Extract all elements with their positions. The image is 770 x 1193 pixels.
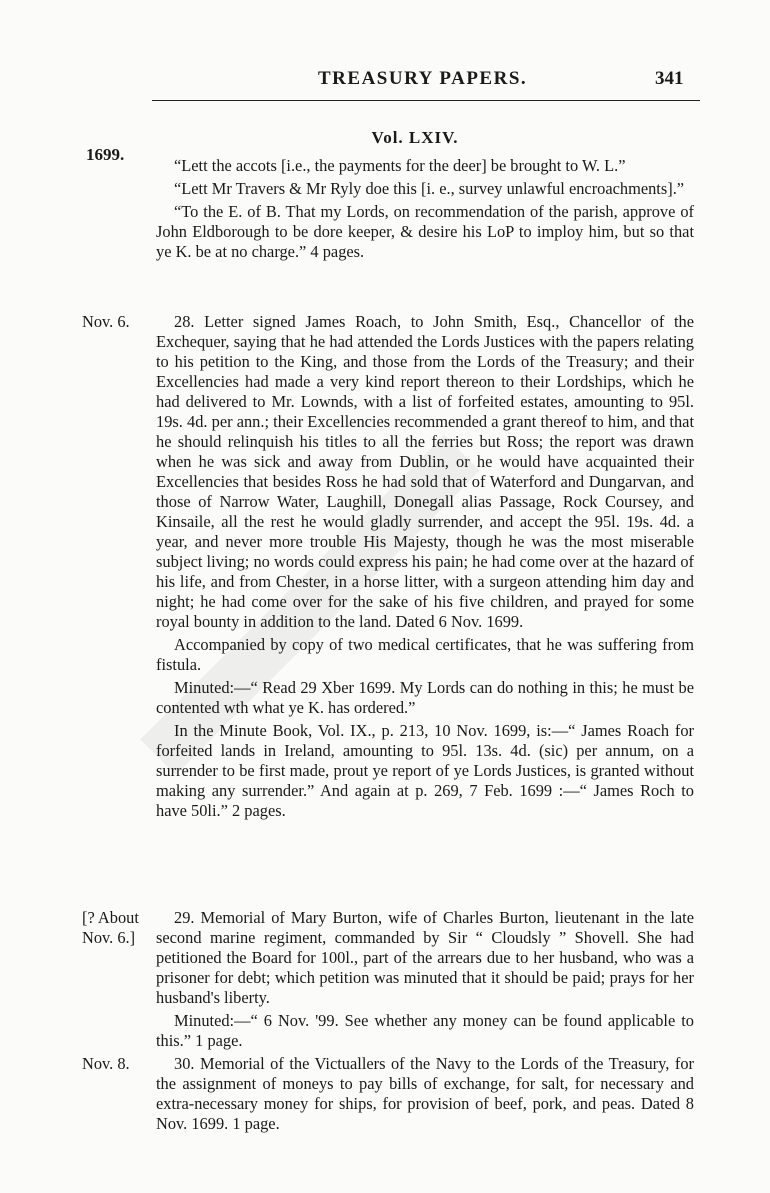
entry-date: Nov. 6. (82, 312, 130, 331)
intro-paragraph: “Lett the accots [i.e., the payments for the deer] be brought to W. L.” (174, 156, 626, 175)
volume-heading: Vol. LXIV. (371, 128, 459, 147)
entry-paragraph: Minuted:—“ Read 29 Xber 1699. My Lords can do nothing in this; he must be contented wth what ye K. has ordered.” (156, 678, 694, 717)
intro-block (156, 156, 694, 262)
entry-30 (156, 1054, 694, 1134)
running-head (0, 68, 770, 94)
header-rule (152, 100, 700, 101)
entry-29 (156, 908, 694, 1051)
entry-date: Nov. 8. (82, 1054, 130, 1073)
year-margin: 1699. (86, 145, 125, 164)
running-title: TREASURY PAPERS. (318, 68, 528, 89)
intro-paragraph: “To the E. of B. That my Lords, on recommendation of the parish, approve of John Eldborough to be dore keeper, & desire his LoP to imploy him, but so that ye K. be at no charge.” 4 pages. (156, 202, 694, 261)
entry-paragraph: 30. Memorial of the Victuallers of the Navy to the Lords of the Treasury, for the assignment of moneys to pay bills of exchange, for salt, for necessary and extra-necessary money for ships, for provision of beef, pork, and peas. Dated 8 Nov. 1699. 1 page. (156, 1054, 694, 1133)
entry-paragraph: Minuted:—“ 6 Nov. '99. See whether any money can be found applicable to this.” 1 page. (156, 1011, 694, 1050)
intro-paragraph: “Lett Mr Travers & Mr Ryly doe this [i. e., survey unlawful encroachments].” (174, 179, 685, 198)
entry-date: [? About Nov. 6.] (82, 908, 139, 947)
entry-paragraph: In the Minute Book, Vol. IX., p. 213, 10 Nov. 1699, is:—“ James Roach for forfeited lands in Ireland, amounting to 95l. 13s. 4d. (sic) per annum, on a surrender to be first made, prout ye report of ye Lords Justices, is granted without making any surrender.” And again at p. 269, 7 Feb. 1699 :—“ James Roch to have 50li.” 2 pages. (156, 721, 694, 820)
entry-paragraph: Accompanied by copy of two medical certificates, that he was suffering from fistula. (156, 635, 694, 674)
page-number: 341 (655, 68, 684, 89)
entry-28 (156, 312, 694, 821)
entry-paragraph: 29. Memorial of Mary Burton, wife of Charles Burton, lieutenant in the late second marine regiment, commanded by Sir “ Cloudsly ” Shovell. She had petitioned the Board for 100l., part of the arrears due to her husband, who was a prisoner for debt; which petition was minuted that it should be paid; prays for her husband's liberty. (156, 908, 694, 1007)
entry-paragraph: 28. Letter signed James Roach, to John Smith, Esq., Chancellor of the Exchequer, saying that he had attended the Lords Justices with the papers relating to his petition to the King, and those from the Lords of the Treasury; and their Excellencies had made a very kind report thereon to their Lordships, which he had delivered to Mr. Lownds, with a list of forfeited estates, amounting to 95l. 19s. 4d. per ann.; their Excellencies recommended a grant thereof to him, and that he should relinquish his titles to all the ferries but Ross; the report was drawn when he was sick and away from Dublin, or he would have acquainted their Excellencies that besides Ross he had sold that of Waterford and Dungarvan, and those of Narrow Water, Laughill, Donegall alias Passage, Rock Coursey, and Kinsaile, all the rest he would gladly surrender, and accept the 95l. 19s. 4d. a year, and never more trouble His Majesty, though he was the most miserable subject living; no words could express his pain; he had come over at the hazard of his life, and from Chester, in a horse litter, with a surgeon attending him day and night; he had come over for the sake of his five children, and prayed for some royal bounty in addition to the land. Dated 6 Nov. 1699. (156, 312, 694, 631)
